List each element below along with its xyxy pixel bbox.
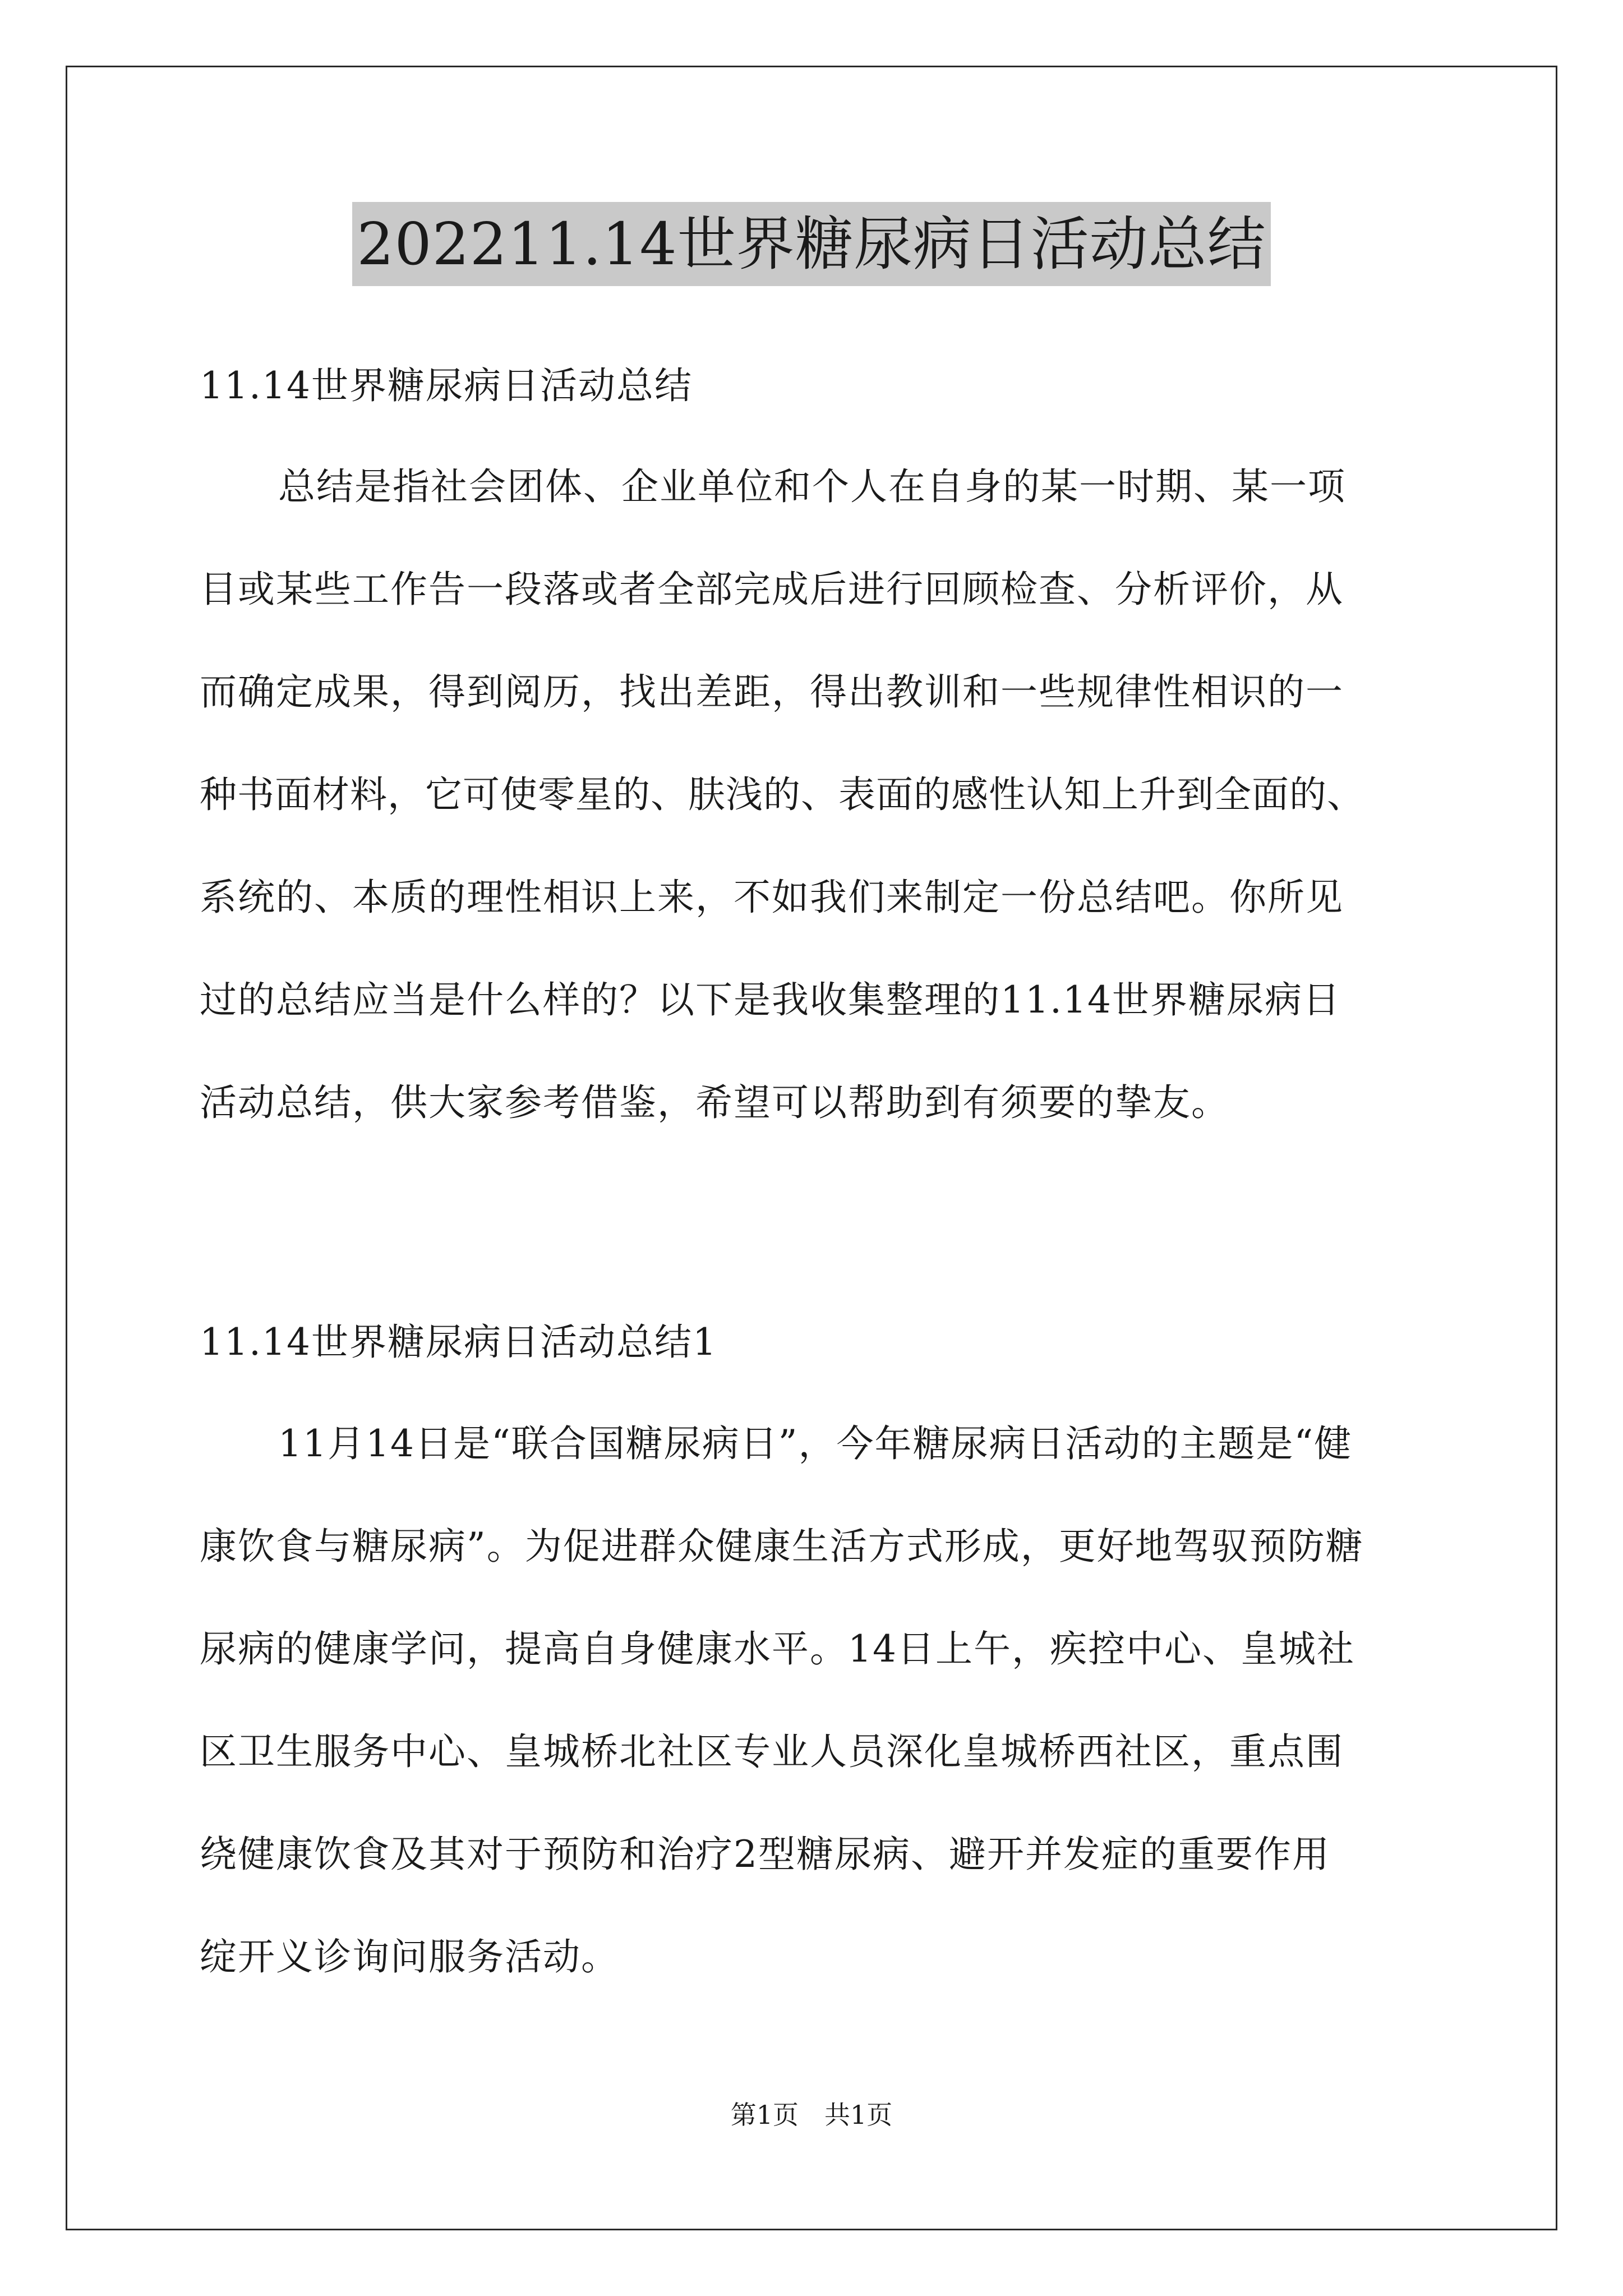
document-title: 202211.14世界糖尿病日活动总结 xyxy=(352,202,1270,286)
section-line: 绕健康饮食及其对于预防和治疗2型糖尿病、避开并发症的重要作用 xyxy=(200,1833,1330,1876)
section-line: 康饮食与糖尿病”。为促进群众健康生活方式形成，更好地驾驭预防糖 xyxy=(200,1525,1364,1568)
intro-line: 总结是指社会团体、企业单位和个人在自身的某一时期、某一项 xyxy=(278,465,1346,508)
page-number: 第1页 共1页 xyxy=(730,2100,893,2130)
intro-line: 活动总结，供大家参考借鉴，希望可以帮助到有须要的挚友。 xyxy=(200,1081,1229,1124)
title-block xyxy=(0,202,1623,286)
intro-line: 目或某些工作告一段落或者全部完成后进行回顾检查、分析评价，从 xyxy=(200,568,1344,611)
intro-line: 种书面材料，它可使零星的、肤浅的、表面的感性认知上升到全面的、 xyxy=(200,773,1364,816)
section-line: 绽开义诊询问服务活动。 xyxy=(200,1935,619,1978)
document-subtitle: 11.14世界糖尿病日活动总结 xyxy=(200,364,693,407)
section-line: 11月14日是“联合国糖尿病日”，今年糖尿病日活动的主题是“健 xyxy=(278,1422,1353,1465)
intro-line: 而确定成果，得到阅历，找出差距，得出教训和一些规律性相识的一 xyxy=(200,670,1344,714)
intro-line: 过的总结应当是什么样的？以下是我收集整理的11.14世界糖尿病日 xyxy=(200,978,1341,1022)
section-line: 区卫生服务中心、皇城桥北社区专业人员深化皇城桥西社区，重点围 xyxy=(200,1730,1344,1773)
section-line: 尿病的健康学问，提高自身健康水平。14日上午，疾控中心、皇城社 xyxy=(200,1627,1355,1671)
section-heading: 11.14世界糖尿病日活动总结1 xyxy=(200,1320,717,1364)
intro-line: 系统的、本质的理性相识上来，不如我们来制定一份总结吧。你所见 xyxy=(200,876,1344,919)
